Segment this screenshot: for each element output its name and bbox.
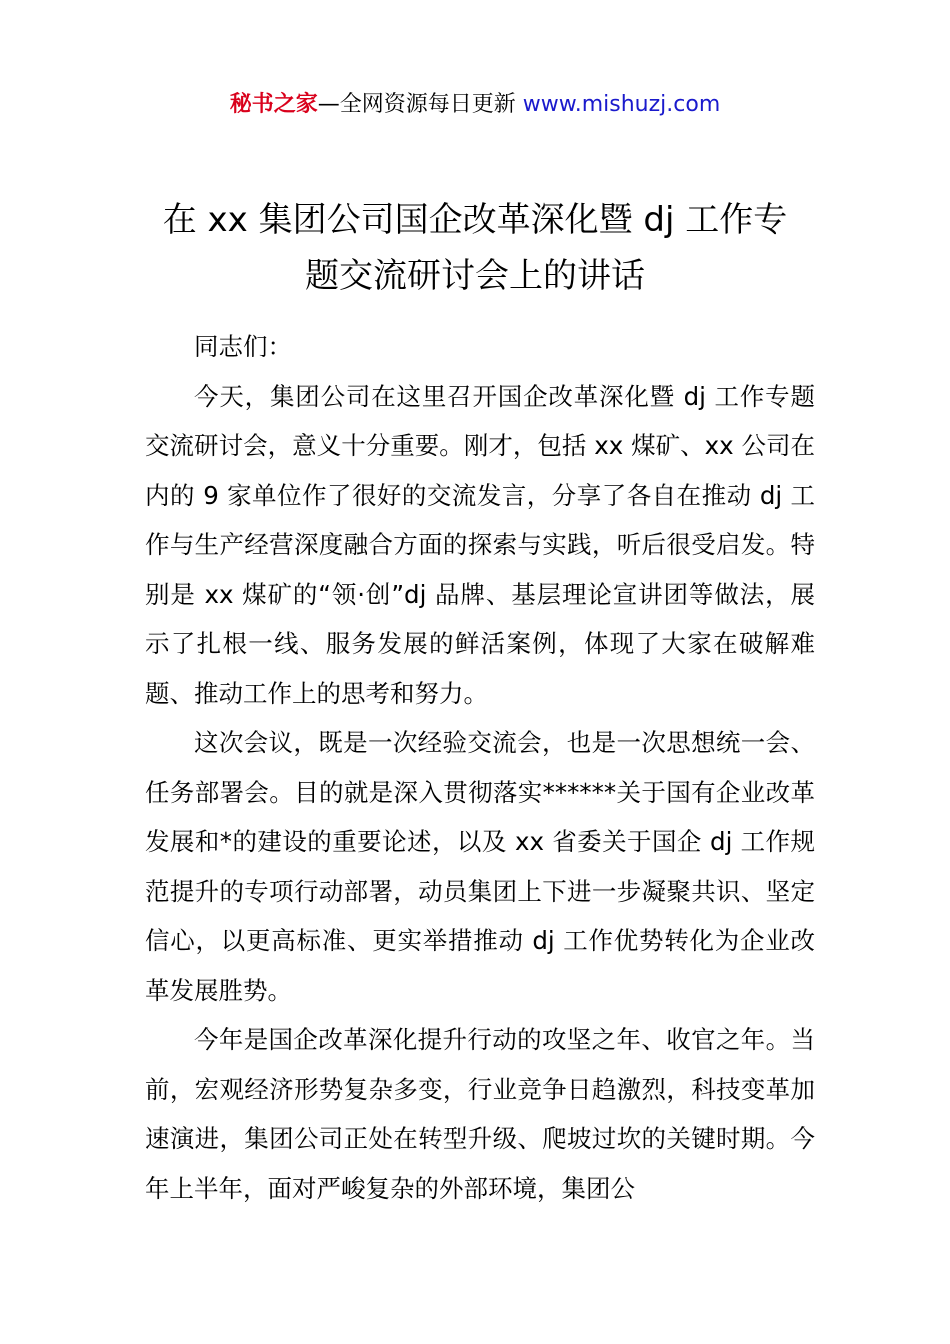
paragraph-1: 今天，集团公司在这里召开国企改革深化暨 dj 工作专题交流研讨会，意义十分重要。刚才，包括 xx 煤矿、xx 公司在内的 9 家单位作了很好的交流发言，分享了各自在推动 dj 工作与生产经营深度融合方面的探索与实践，听后很受启发。特别是 xx 煤矿的“领·创”dj 品牌、基层理论宣讲团等做法，展示了扎根一线、服务发展的鲜活案例，体现了大家在破解难题、推动工作上的思考和努力。: [145, 381, 815, 708]
paragraph-3: 今年是国企改革深化提升行动的攻坚之年、收官之年。当前，宏观经济形势复杂多变，行业竞争日趋激烈，科技变革加速演进，集团公司正处在转型升级、爬坡过坎的关键时期。今年上半年，面对严峻复杂的外部环境，集团公: [145, 1025, 815, 1203]
salutation: 同志们：: [194, 332, 292, 361]
title-line-2: 题交流研讨会上的讲话: [305, 256, 645, 296]
title-line-1: 在 xx 集团公司国企改革深化暨 dj 工作专: [162, 200, 788, 240]
brand-name: 秘书之家: [229, 92, 318, 117]
header-tagline: —全网资源每日更新: [317, 92, 516, 117]
site-header: [0, 88, 950, 122]
paragraph-2: 这次会议，既是一次经验交流会，也是一次思想统一会、任务部署会。目的就是深入贯彻落实******关于国有企业改革发展和*的建设的重要论述，以及 xx 省委关于国企 dj 工作规范提升的专项行动部署，动员集团上下进一步凝聚共识、坚定信心，以更高标准、更实举措推动 dj 工作优势转化为企业改革发展胜势。: [145, 728, 815, 1005]
document-title: [100, 192, 850, 304]
document-body: [145, 322, 815, 1213]
site-url[interactable]: www.mishuzj.com: [522, 92, 721, 117]
